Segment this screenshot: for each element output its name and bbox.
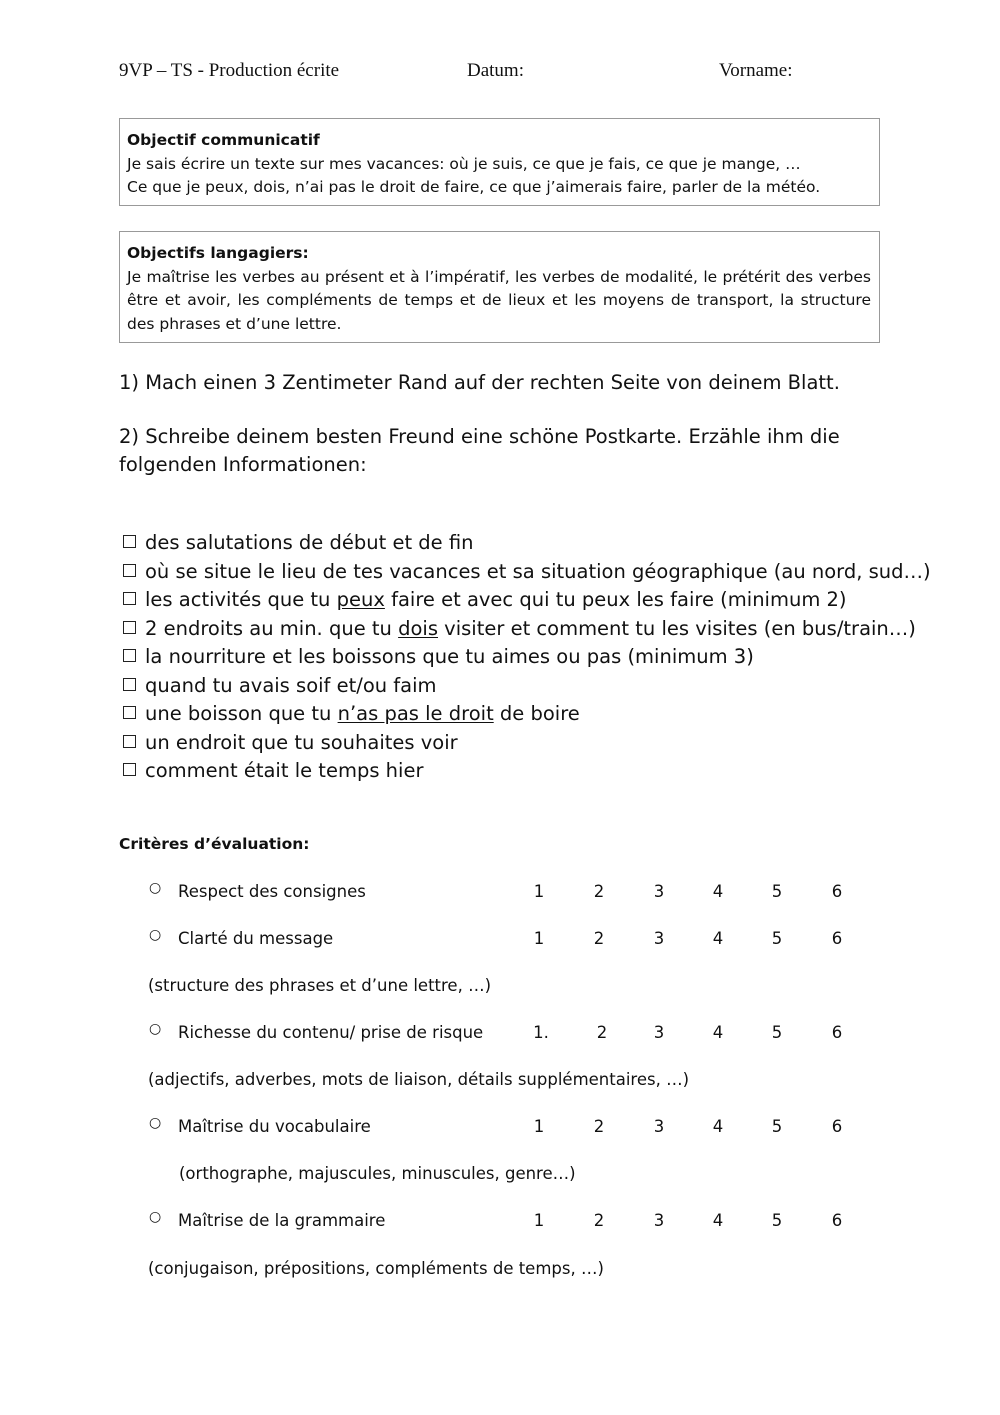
instruction-step-2: 2) Schreibe deinem besten Freund eine schöne Postkarte. Erzähle ihm die folgenden Informationen: [119, 425, 840, 476]
checklist-item: quand tu avais soif et/ou faim [119, 672, 899, 701]
checklist-item: 2 endroits au min. que tu dois visiter et comment tu les visites (en bus/train…) [119, 615, 899, 644]
score-option[interactable]: 5 [771, 882, 783, 901]
checkbox-icon [123, 763, 136, 776]
score-option[interactable]: 1 [533, 929, 545, 948]
criteria-label: Maîtrise de la grammaire [178, 1211, 386, 1230]
checklist-item: comment était le temps hier [119, 757, 899, 786]
score-option[interactable]: 6 [831, 1117, 843, 1136]
communicative-objective-box [119, 118, 880, 206]
score-option[interactable]: 3 [653, 1117, 665, 1136]
criteria-row [119, 929, 879, 953]
score-option[interactable]: 3 [653, 1023, 665, 1042]
score-option[interactable]: 4 [712, 882, 724, 901]
score-option[interactable]: 5 [771, 1023, 783, 1042]
score-option[interactable]: 3 [653, 929, 665, 948]
underlined-word: dois [398, 616, 438, 640]
course-title: 9VP – TS - Production écrite [119, 60, 340, 81]
checklist-item: des salutations de début et de fin [119, 529, 899, 558]
checklist-item: la nourriture et les boissons que tu aimes ou pas (minimum 3) [119, 643, 899, 672]
instruction-step-1: 1) Mach einen 3 Zentimeter Rand auf der rechten Seite von deinem Blatt. [119, 371, 840, 394]
score-option[interactable]: 2 [593, 882, 605, 901]
score-option[interactable]: 1 [533, 882, 545, 901]
criteria-row [119, 1117, 879, 1141]
score-option[interactable]: 4 [712, 1117, 724, 1136]
checklist-item: un endroit que tu souhaites voir [119, 729, 899, 758]
score-option[interactable]: 1 [533, 1211, 545, 1230]
underlined-word: peux [336, 588, 385, 611]
communicative-objective-line-2: Ce que je peux, dois, n’ai pas le droit de faire, ce que j’aimerais faire, parler de la météo. [127, 178, 821, 196]
score-option[interactable]: 5 [771, 1211, 783, 1230]
score-option[interactable]: 6 [831, 882, 843, 901]
bullet-icon: ○ [149, 880, 162, 896]
checkbox-icon [123, 592, 136, 605]
content-checklist [119, 529, 931, 786]
bullet-icon: ○ [149, 1021, 162, 1037]
criteria-label: Richesse du contenu/ prise de risque [178, 1023, 484, 1042]
checkbox-icon [123, 621, 136, 634]
criteria-title: Critères d’évaluation: [119, 835, 310, 853]
bullet-icon: ○ [149, 927, 162, 943]
bullet-icon: ○ [149, 1209, 162, 1225]
score-option[interactable]: 3 [653, 1211, 665, 1230]
criteria-row [119, 1211, 879, 1235]
checklist-item: où se situe le lieu de tes vacances et sa situation géographique (au nord, sud…) [119, 558, 899, 587]
communicative-objective-line-1: Je sais écrire un texte sur mes vacances: où je suis, ce que je fais, ce que je mange, … [127, 154, 801, 173]
language-objectives-box [119, 231, 880, 343]
checkbox-icon [123, 706, 136, 719]
score-option[interactable]: 6 [831, 1211, 843, 1230]
score-option[interactable]: 2 [593, 1117, 605, 1136]
criteria-note: (conjugaison, prépositions, compléments de temps, …) [148, 1259, 604, 1278]
checkbox-icon [123, 535, 136, 548]
score-option[interactable]: 6 [831, 929, 843, 948]
firstname-label: Vorname: [719, 60, 793, 81]
score-option[interactable]: 1. [533, 1023, 549, 1042]
checkbox-icon [123, 649, 136, 662]
communicative-objective-title: Objectif communicatif [127, 131, 320, 149]
criteria-label: Maîtrise du vocabulaire [178, 1117, 371, 1136]
criteria-label: Clarté du message [178, 929, 334, 948]
checkbox-icon [123, 678, 136, 691]
score-option[interactable]: 5 [771, 1117, 783, 1136]
score-option[interactable]: 1 [533, 1117, 545, 1136]
language-objectives-text: Je maîtrise les verbes au présent et à l’impératif, les verbes de modalité, le prétérit des verbes être et avoir, les compléments de temps et de lieux et les moyens de transport, la structure des phrases et d’une lettre. [127, 267, 871, 333]
score-option[interactable]: 5 [771, 929, 783, 948]
criteria-row [119, 1023, 879, 1047]
criteria-label: Respect des consignes [178, 882, 366, 901]
score-option[interactable]: 2 [593, 1211, 605, 1230]
score-option[interactable]: 6 [831, 1023, 843, 1042]
checkbox-icon [123, 735, 136, 748]
criteria-note: (structure des phrases et d’une lettre, …) [148, 976, 492, 995]
criteria-note: (adjectifs, adverbes, mots de liaison, détails supplémentaires, …) [148, 1070, 690, 1089]
language-objectives-title: Objectifs langagiers: [127, 244, 309, 262]
score-option[interactable]: 2 [593, 929, 605, 948]
bullet-icon: ○ [149, 1115, 162, 1131]
score-option[interactable]: 3 [653, 882, 665, 901]
date-label: Datum: [467, 60, 524, 81]
underlined-word: n’as pas le droit [337, 702, 494, 725]
score-option[interactable]: 2 [596, 1023, 608, 1042]
score-option[interactable]: 4 [712, 1211, 724, 1230]
checklist-item: les activités que tu peux faire et avec qui tu peux les faire (minimum 2) [119, 586, 899, 615]
criteria-row [119, 882, 879, 906]
criteria-note: (orthographe, majuscules, minuscules, genre…) [179, 1164, 576, 1183]
checkbox-icon [123, 564, 136, 577]
score-option[interactable]: 4 [712, 929, 724, 948]
score-option[interactable]: 4 [712, 1023, 724, 1042]
checklist-item: une boisson que tu n’as pas le droit de boire [119, 700, 899, 729]
